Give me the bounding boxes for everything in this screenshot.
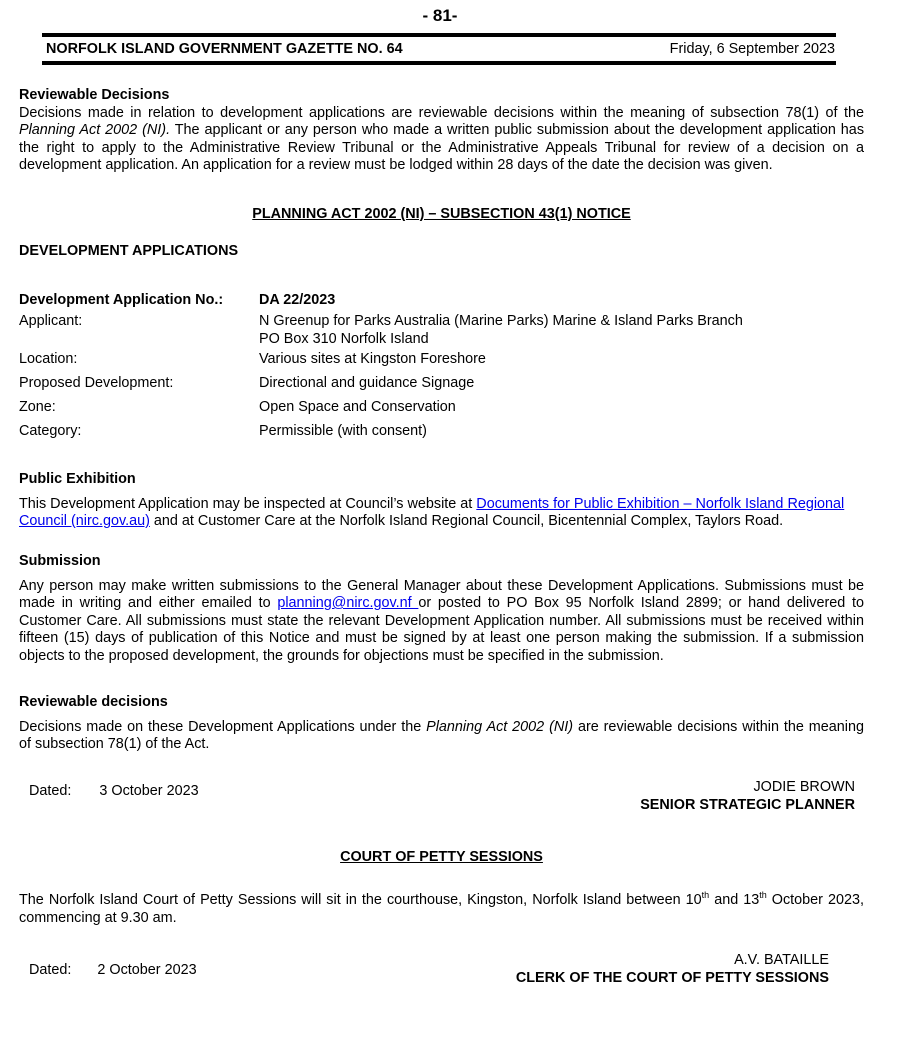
zone-label: Zone: xyxy=(19,399,56,415)
gazette-date: Friday, 6 September 2023 xyxy=(669,41,835,57)
public-exhibition-section xyxy=(19,471,864,531)
reviewable-decisions-section xyxy=(19,87,864,175)
signatory-name: JODIE BROWN xyxy=(753,779,855,795)
court-paragraph xyxy=(19,892,864,927)
act-name-italic: Planning Act 2002 (NI) xyxy=(426,718,574,735)
paragraph-text: The Norfolk Island Court of Petty Sessions will sit in the courthouse, Kingston, Norfolk Island between 10 xyxy=(19,892,702,908)
paragraph-text: are reviewable decisions within the meaning of subsection 78(1) of the Act. xyxy=(19,718,864,752)
reviewable-decisions-2-section xyxy=(19,694,864,754)
paragraph-text: or posted to PO Box 95 Norfolk Island 2899; or hand delivered to Customer Care. All submissions must state the relevant Development Application number. All submissions must be received within fifteen (15) days of publication of this Notice and must be signed by at least one person making the submission. If a submission objects to the proposed development, the grounds for objections must be specified in the submission. xyxy=(19,595,864,664)
reviewable-decisions-heading: Reviewable Decisions xyxy=(19,87,170,103)
ordinal-suffix: th xyxy=(759,890,767,901)
category-label: Category: xyxy=(19,423,82,439)
reviewable-decisions-paragraph xyxy=(19,105,864,175)
planning-email-link[interactable]: planning@nirc.gov.nf xyxy=(277,595,419,611)
submission-section xyxy=(19,553,864,665)
public-exhibition-paragraph xyxy=(19,496,864,531)
applicant-address: PO Box 310 Norfolk Island xyxy=(259,330,429,347)
category-value: Permissible (with consent) xyxy=(259,423,427,439)
act-name-italic: Planning Act 2002 (NI). xyxy=(19,122,171,138)
dated-row-1 xyxy=(29,783,199,801)
zone-value: Open Space and Conservation xyxy=(259,399,456,415)
paragraph-text: and at Customer Care at the Norfolk Island Regional Council, Bicentennial Complex, Taylors Road. xyxy=(149,513,784,529)
applicant-line: N Greenup for Parks Australia (Marine Parks) Marine & Island Parks Branch xyxy=(259,313,743,329)
signatory-role: CLERK OF THE COURT OF PETTY SESSIONS xyxy=(515,969,829,986)
development-applications-heading: DEVELOPMENT APPLICATIONS xyxy=(19,243,239,259)
submission-heading: Submission xyxy=(19,553,101,569)
location-value: Various sites at Kingston Foreshore xyxy=(259,351,486,367)
gazette-header xyxy=(46,41,835,59)
dated-label: Dated: xyxy=(29,962,72,978)
dated-value: 3 October 2023 xyxy=(99,783,199,799)
ordinal-suffix: th xyxy=(701,890,710,901)
reviewable-decisions-2-heading: Reviewable decisions xyxy=(19,694,168,710)
proposed-development-value: Directional and guidance Signage xyxy=(259,375,475,391)
page-number: - 81- xyxy=(422,6,458,25)
location-label: Location: xyxy=(19,351,78,367)
application-number-label: Development Application No.: xyxy=(19,292,224,308)
dated-row-2 xyxy=(29,962,197,980)
planning-notice-title: PLANNING ACT 2002 (NI) – SUBSECTION 43(1) NOTICE xyxy=(252,206,631,222)
paragraph-text: This Development Application may be inspected at Council’s website at xyxy=(19,495,477,512)
dated-value: 2 October 2023 xyxy=(97,962,197,978)
signatory-name: A.V. BATAILLE xyxy=(734,952,829,968)
applicant-label: Applicant: xyxy=(19,313,83,329)
paragraph-text: and 13 xyxy=(709,892,760,908)
header-rule-top xyxy=(42,33,836,37)
applicant-value xyxy=(259,313,859,348)
public-exhibition-link[interactable]: Documents for Public Exhibition – Norfolk Island Regional Council (nirc.gov.au) xyxy=(19,495,845,529)
paragraph-text: Decisions made on these Development Applications under the xyxy=(19,718,427,735)
signatory-2 xyxy=(516,952,829,987)
paragraph-text: Any person may make written submissions to the General Manager about these Development Applications. Submissions must be made in writing and either emailed to xyxy=(19,577,864,611)
application-number-value: DA 22/2023 xyxy=(259,292,336,308)
signatory-role: SENIOR STRATEGIC PLANNER xyxy=(640,796,855,813)
paragraph-text: October 2023, commencing at 9.30 am. xyxy=(19,892,864,926)
paragraph-text: Decisions made in relation to development applications are reviewable decisions within the meaning of subsection 78(1) of the xyxy=(19,104,864,121)
reviewable-decisions-2-paragraph xyxy=(19,719,864,754)
court-title: COURT OF PETTY SESSIONS xyxy=(340,849,543,865)
signatory-1 xyxy=(640,779,855,814)
proposed-development-label: Proposed Development: xyxy=(19,375,174,391)
gazette-title: NORFOLK ISLAND GOVERNMENT GAZETTE NO. 64 xyxy=(46,41,403,57)
public-exhibition-heading: Public Exhibition xyxy=(19,471,136,487)
paragraph-text: The applicant or any person who made a written public submission about the development application has the right to apply to the Administrative Review Tribunal or the Administrative Appeals Tribunal for review of a decision on a development application. An application for a review must be lodged within 28 days of the date the decision was given. xyxy=(19,122,865,173)
dated-label: Dated: xyxy=(29,783,72,799)
header-rule-bottom xyxy=(42,61,836,65)
submission-paragraph xyxy=(19,578,864,666)
